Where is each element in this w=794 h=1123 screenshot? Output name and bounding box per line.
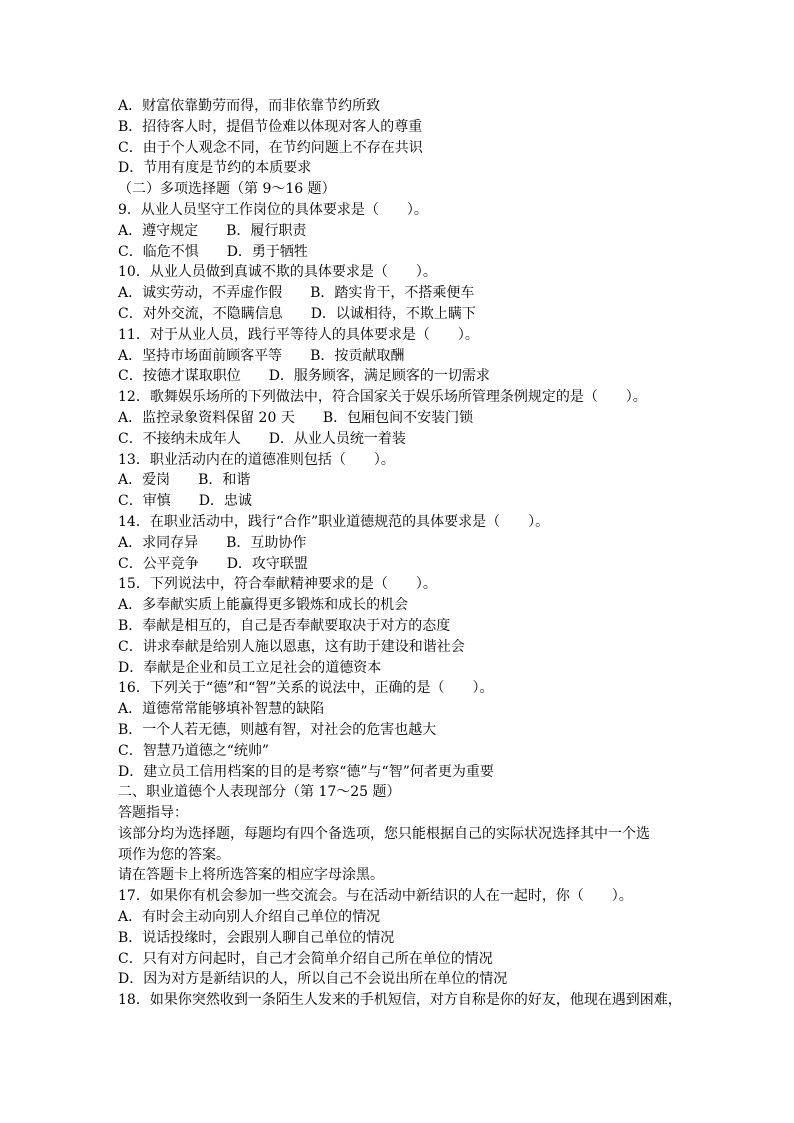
section-heading: 二、职业道德个人表现部分（第 17～25 题） — [118, 784, 401, 801]
section-heading: （二）多项选择题（第 9～16 题） — [118, 181, 336, 198]
question-line: 18．如果你突然收到一条陌生人发来的手机短信，对方自称是你的好友，他现在遇到困难， — [118, 992, 682, 1009]
option-line: C．审慎 D．忠诚 — [118, 493, 252, 510]
instructions-label: 答题指导： — [118, 805, 188, 822]
option-line: C．临危不惧 D．勇于牺牲 — [118, 243, 308, 260]
question-line: 16．下列关于“德”和“智”关系的说法中，正确的是（ ）。 — [118, 680, 494, 697]
option-line: A．爱岗 B．和谐 — [118, 472, 251, 489]
question-line: 11．对于从业人员，践行平等待人的具体要求是（ ）。 — [118, 326, 479, 343]
option-line: C．公平竞争 D．攻守联盟 — [118, 555, 308, 572]
option-line: A．遵守规定 B．履行职责 — [118, 222, 307, 239]
question-line: 9．从业人员坚守工作岗位的具体要求是（ ）。 — [118, 201, 428, 218]
question-line: 17．如果你有机会参加一些交流会。与在活动中新结识的人在一起时，你（ ）。 — [118, 888, 633, 905]
option-line: B．说话投缘时，会跟别人聊自己单位的情况 — [118, 929, 395, 946]
option-line: B．一个人若无德，则越有智，对社会的危害也越大 — [118, 721, 437, 738]
instructions-text: 请在答题卡上将所选答案的相应字母涂黑。 — [118, 867, 384, 884]
question-line: 13．职业活动内在的道德准则包括（ ）。 — [118, 451, 395, 468]
option-line: C．智慧乃道德之“统帅” — [118, 742, 270, 759]
option-line: C．讲求奉献是给别人施以恩惠，这有助于建设和谐社会 — [118, 638, 465, 655]
option-line: B．奉献是相互的，自己是否奉献要取决于对方的态度 — [118, 617, 451, 634]
option-line: C．只有对方问起时，自己才会简单介绍自己所在单位的情况 — [118, 950, 493, 967]
option-line: B．招待客人时，提倡节俭难以体现对客人的尊重 — [118, 118, 423, 135]
question-line: 12．歌舞娱乐场所的下列做法中，符合国家关于娱乐场所管理条例规定的是（ ）。 — [118, 389, 647, 406]
question-line: 14．在职业活动中，践行“合作”职业道德规范的具体要求是（ ）。 — [118, 513, 550, 530]
question-line: 15．下列说法中，符合奉献精神要求的是（ ）。 — [118, 576, 437, 593]
option-line: C．不接纳未成年人 D．从业人员统一着装 — [118, 430, 406, 447]
instructions-text: 项作为您的答案。 — [118, 846, 230, 863]
question-line: 10．从业人员做到真诚不欺的具体要求是（ ）。 — [118, 264, 437, 281]
option-line: A．有时会主动向别人介绍自己单位的情况 — [118, 909, 381, 926]
option-line: A．道德常常能够填补智慧的缺陷 — [118, 701, 325, 718]
option-line: D．节用有度是节约的本质要求 — [118, 160, 312, 177]
option-line: A．多奉献实质上能赢得更多锻炼和成长的机会 — [118, 597, 409, 614]
option-line: D．奉献是企业和员工立足社会的道德资本 — [118, 659, 382, 676]
option-line: A．财富依靠勤劳而得，而非依靠节约所致 — [118, 98, 381, 114]
option-line: D．建立员工信用档案的目的是考察“德”与“智”何者更为重要 — [118, 763, 494, 780]
option-line: A．坚持市场面前顾客平等 B．按贡献取酬 — [118, 347, 405, 364]
option-line: C．由于个人观念不同，在节约问题上不存在共识 — [118, 139, 423, 156]
document-page — [118, 96, 688, 1011]
option-line: A．诚实劳动，不弄虚作假 B．踏实肯干，不搭乘便车 — [118, 285, 475, 302]
option-line: C．按德才谋取职位 D．服务顾客，满足顾客的一切需求 — [118, 368, 490, 385]
instructions-text: 该部分均为选择题，每题均有四个备选项，您只能根据自己的实际状况选择其中一个选 — [118, 825, 650, 842]
option-line: D．因为对方是新结识的人，所以自己不会说出所在单位的情况 — [118, 971, 508, 988]
option-line: A．求同存异 B．互助协作 — [118, 534, 307, 551]
option-line: A．监控录象资料保留 20 天 B．包厢包间不安装门锁 — [118, 409, 474, 426]
option-line: C．对外交流，不隐瞒信息 D．以诚相待，不欺上瞒下 — [118, 305, 476, 322]
